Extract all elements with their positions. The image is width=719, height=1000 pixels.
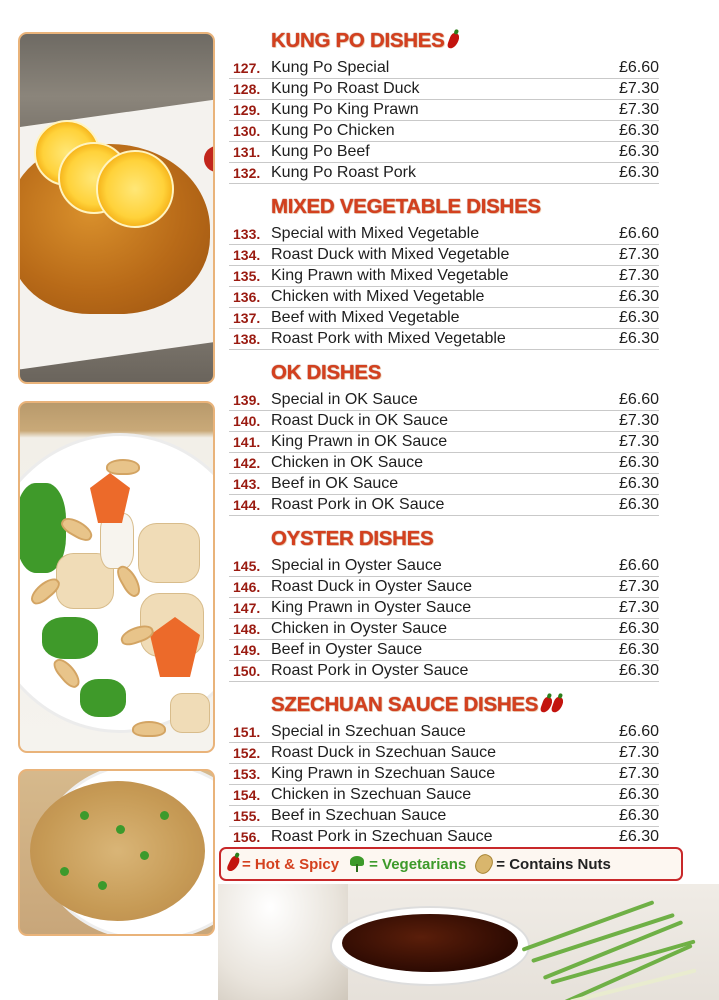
lemon-slice [96,150,174,228]
item-name: Roast Pork in OK Sauce [271,496,445,513]
menu-item [229,224,659,245]
menu-item [229,308,659,329]
legend [219,847,683,881]
item-number: 143. [233,476,261,492]
menu-list [229,24,659,848]
item-name: Kung Po Special [271,59,390,76]
pea [60,867,69,876]
item-number: 129. [233,102,261,118]
chilli-icon [226,855,241,873]
item-name: Roast Duck in OK Sauce [271,412,448,429]
section-szechuan [229,688,659,848]
fried-rice [30,781,205,921]
item-name: King Prawn with Mixed Vegetable [271,267,509,284]
item-price: £6.30 [618,641,659,658]
item-number: 152. [233,745,261,761]
item-name: Chicken with Mixed Vegetable [271,288,485,305]
section-header [229,190,659,224]
item-number: 139. [233,392,261,408]
item-name: Kung Po Chicken [271,122,395,139]
item-name: King Prawn in OK Sauce [271,433,448,450]
pea [80,811,89,820]
item-number: 127. [233,60,261,76]
item-price: £7.30 [618,765,659,782]
menu-item [229,764,659,785]
green-pepper [80,679,126,717]
item-name: Chicken in Oyster Sauce [271,620,448,637]
photo-cashew-chicken [18,401,215,753]
menu-item [229,785,659,806]
item-name: Chicken in Szechuan Sauce [271,786,472,803]
menu-item [229,556,659,577]
item-price: £7.30 [618,599,659,616]
item-name: Chicken in OK Sauce [271,454,424,471]
menu-item [229,722,659,743]
menu-item [229,121,659,142]
pea [160,811,169,820]
chilli-icon [551,696,565,714]
item-name: Roast Pork in Oyster Sauce [271,662,469,679]
item-number: 135. [233,268,261,284]
item-name: Special with Mixed Vegetable [271,225,480,242]
item-number: 136. [233,289,261,305]
item-name: Kung Po King Prawn [271,101,419,118]
item-number: 153. [233,766,261,782]
item-number: 148. [233,621,261,637]
item-price: £6.30 [618,662,659,679]
item-price: £6.30 [618,807,659,824]
item-name: Beef in Oyster Sauce [271,641,423,658]
hoisin-sauce [342,914,518,972]
menu-item [229,245,659,266]
item-price: £6.30 [618,164,659,181]
item-number: 155. [233,808,261,824]
section-title: OYSTER DISHES [271,527,434,550]
section-kung-po [229,24,659,184]
item-price: £7.30 [618,267,659,284]
nut-icon [472,851,496,876]
menu-item [229,453,659,474]
item-name: Roast Duck in Szechuan Sauce [271,744,497,761]
pea [98,881,107,890]
item-price: £6.30 [618,330,659,347]
photo-duck-pancakes [218,884,719,1000]
item-price: £6.30 [618,828,659,845]
item-name: Roast Pork with Mixed Vegetable [271,330,506,347]
legend-veg: = Vegetarians [369,855,467,873]
item-price: £6.30 [618,309,659,326]
item-number: 134. [233,247,261,263]
menu-item [229,661,659,682]
item-price: £7.30 [618,246,659,263]
menu-item [229,495,659,516]
item-price: £6.60 [618,723,659,740]
menu-item [229,640,659,661]
section-oyster [229,522,659,682]
item-number: 142. [233,455,261,471]
menu-item [229,390,659,411]
item-price: £6.30 [618,496,659,513]
menu-item [229,806,659,827]
item-price: £7.30 [618,744,659,761]
item-name: Special in Szechuan Sauce [271,723,466,740]
item-name: King Prawn in Szechuan Sauce [271,765,496,782]
chicken-piece [138,523,200,583]
item-name: Special in OK Sauce [271,391,418,408]
steamer [218,884,348,1000]
item-number: 131. [233,144,261,160]
photo-fried-rice [18,769,215,936]
item-number: 150. [233,663,261,679]
item-price: £6.30 [618,454,659,471]
section-title: KUNG PO DISHES [271,29,445,52]
legend-nuts: = Contains Nuts [496,855,611,873]
item-number: 154. [233,787,261,803]
menu-item [229,577,659,598]
item-name: Roast Pork in Szechuan Sauce [271,828,493,845]
item-name: King Prawn in Oyster Sauce [271,599,472,616]
item-number: 133. [233,226,261,242]
item-price: £7.30 [618,101,659,118]
section-header [229,24,659,58]
menu-item [229,58,659,79]
item-number: 138. [233,331,261,347]
item-number: 141. [233,434,261,450]
item-name: Special in Oyster Sauce [271,557,442,574]
menu-item [229,287,659,308]
section-ok [229,356,659,516]
section-mixed-vegetable [229,190,659,350]
item-price: £6.30 [618,122,659,139]
section-title: SZECHUAN SAUCE DISHES [271,693,539,716]
item-number: 149. [233,642,261,658]
item-number: 132. [233,165,261,181]
item-number: 140. [233,413,261,429]
menu-item [229,163,659,184]
menu-item [229,474,659,495]
item-price: £7.30 [618,578,659,595]
menu-item [229,432,659,453]
pea [116,825,125,834]
menu-item [229,266,659,287]
section-header [229,522,659,556]
item-number: 147. [233,600,261,616]
item-name: Kung Po Roast Duck [271,80,420,97]
photo-lemon-chicken [18,32,215,384]
item-name: Beef in Szechuan Sauce [271,807,447,824]
menu-item [229,329,659,350]
item-price: £6.60 [618,557,659,574]
item-price: £7.30 [618,80,659,97]
item-name: Beef in OK Sauce [271,475,399,492]
item-number: 128. [233,81,261,97]
section-header [229,688,659,722]
leaf-icon [349,856,365,872]
menu-item [229,79,659,100]
item-name: Roast Duck in Oyster Sauce [271,578,472,595]
item-number: 146. [233,579,261,595]
chilli-icon [446,32,460,50]
item-price: £6.30 [618,475,659,492]
item-price: £6.60 [618,225,659,242]
pea [140,851,149,860]
item-price: £7.30 [618,433,659,450]
menu-item [229,827,659,848]
menu-item [229,743,659,764]
item-name: Beef with Mixed Vegetable [271,309,460,326]
cashew [132,721,166,737]
section-title: MIXED VEGETABLE DISHES [271,195,541,218]
legend-hot: = Hot & Spicy [242,855,340,873]
item-number: 144. [233,497,261,513]
item-price: £6.30 [618,620,659,637]
section-title: OK DISHES [271,361,382,384]
item-number: 145. [233,558,261,574]
item-price: £6.30 [618,288,659,305]
chicken-piece [170,693,210,733]
item-name: Kung Po Roast Pork [271,164,416,181]
section-header [229,356,659,390]
item-price: £6.60 [618,391,659,408]
item-price: £6.60 [618,59,659,76]
item-number: 151. [233,724,261,740]
item-name: Kung Po Beef [271,143,370,160]
item-price: £6.30 [618,786,659,803]
item-number: 130. [233,123,261,139]
cashew [106,459,140,475]
menu-item [229,142,659,163]
item-number: 156. [233,829,261,845]
item-name: Roast Duck with Mixed Vegetable [271,246,510,263]
green-pepper [42,617,98,659]
menu-item [229,598,659,619]
item-number: 137. [233,310,261,326]
menu-item [229,100,659,121]
menu-item [229,411,659,432]
item-price: £6.30 [618,143,659,160]
item-price: £7.30 [618,412,659,429]
menu-item [229,619,659,640]
